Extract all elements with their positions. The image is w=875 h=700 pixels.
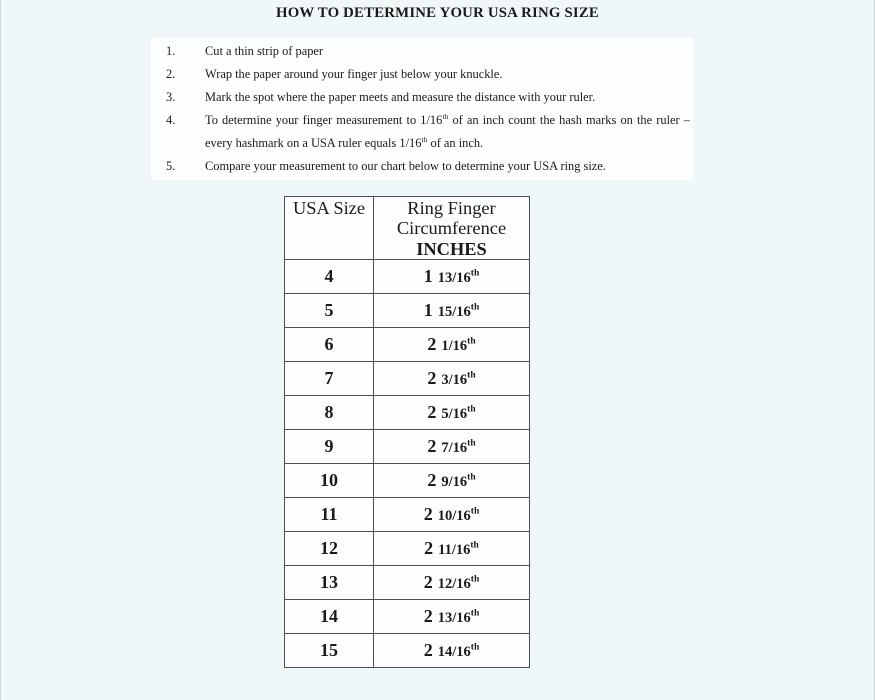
table-row	[285, 498, 530, 532]
circumference-whole: 2	[427, 402, 437, 423]
circumference-whole: 2	[423, 572, 433, 593]
circumference-cell	[374, 430, 530, 464]
circumference-whole: 2	[427, 470, 437, 491]
table-row	[285, 328, 530, 362]
instruction-text: Compare your measurement to our chart below to determine your USA ring size.	[205, 159, 606, 173]
circumference-fraction: 3/16	[441, 372, 468, 389]
circumference-ordinal: th	[470, 608, 480, 619]
circumference-whole: 2	[423, 504, 433, 525]
instruction-item	[151, 86, 693, 109]
circumference-fraction: 13/16	[437, 270, 471, 287]
instruction-text: Cut a thin strip of paper	[205, 44, 324, 58]
usa-size-cell: 8	[285, 396, 374, 430]
circumference-cell	[374, 396, 530, 430]
circumference-ordinal: th	[470, 540, 479, 551]
usa-size-cell: 9	[285, 430, 374, 464]
usa-size-cell: 10	[285, 464, 374, 498]
circumference-fraction: 9/16	[441, 474, 468, 491]
page-title: HOW TO DETERMINE YOUR USA RING SIZE	[275, 5, 599, 21]
header-circumference-units: INCHES	[416, 238, 487, 259]
usa-size-cell: 14	[285, 600, 374, 634]
circumference-cell	[374, 532, 530, 566]
instruction-text: Wrap the paper around your finger just below your knuckle.	[205, 67, 503, 81]
circumference-whole: 2	[427, 334, 437, 355]
instruction-item	[151, 109, 693, 155]
instruction-item	[151, 155, 693, 178]
circumference-fraction: 11/16	[438, 542, 471, 559]
circumference-whole: 2	[427, 436, 437, 457]
table-row	[285, 362, 530, 396]
usa-size-cell: 13	[285, 566, 374, 600]
circumference-cell	[374, 362, 530, 396]
usa-size-cell: 5	[285, 294, 374, 328]
circumference-ordinal: th	[470, 268, 480, 279]
circumference-cell	[374, 328, 530, 362]
circumference-cell	[374, 260, 530, 294]
instruction-item	[151, 63, 693, 86]
table-row	[285, 634, 530, 668]
circumference-whole: 2	[423, 640, 433, 661]
instruction-item	[151, 40, 693, 63]
instruction-number: 4.	[166, 113, 176, 127]
circumference-ordinal: th	[470, 642, 480, 653]
circumference-ordinal: th	[467, 370, 476, 381]
usa-size-cell: 6	[285, 328, 374, 362]
circumference-ordinal: th	[470, 506, 480, 517]
circumference-fraction: 12/16	[437, 576, 471, 593]
header-circumference-line1: Ring Finger	[407, 198, 496, 218]
circumference-fraction: 15/16	[437, 304, 471, 321]
circumference-ordinal: th	[467, 404, 476, 415]
circumference-fraction: 14/16	[437, 644, 471, 661]
circumference-ordinal: th	[467, 472, 476, 483]
usa-size-cell: 7	[285, 362, 374, 396]
circumference-ordinal: th	[467, 438, 476, 449]
circumference-fraction: 5/16	[441, 406, 468, 423]
table-row	[285, 396, 530, 430]
instruction-text: To determine your finger measurement to 1/16th of an inch count the hash marks on the ruler – every hashmark on a USA ruler equals 1/16th of an inch.	[205, 111, 690, 150]
instruction-text: Mark the spot where the paper meets and measure the distance with your ruler.	[205, 90, 596, 104]
circumference-cell	[374, 566, 530, 600]
circumference-whole: 2	[427, 368, 437, 389]
table-row	[285, 294, 530, 328]
circumference-cell	[374, 294, 530, 328]
header-circumference-line2: Circumference	[396, 218, 507, 239]
instruction-number: 1.	[166, 44, 176, 58]
instruction-number: 5.	[166, 159, 176, 173]
usa-size-cell: 12	[285, 532, 374, 566]
instruction-number: 3.	[166, 90, 176, 104]
circumference-cell	[374, 634, 530, 668]
circumference-cell	[374, 464, 530, 498]
table-row	[285, 566, 530, 600]
circumference-whole: 1	[423, 266, 433, 287]
circumference-ordinal: th	[470, 574, 480, 585]
table-row	[285, 532, 530, 566]
circumference-whole: 2	[424, 538, 434, 559]
usa-size-cell: 15	[285, 634, 374, 668]
usa-size-cell: 11	[285, 498, 374, 532]
circumference-whole: 2	[423, 606, 433, 627]
instruction-number: 2.	[166, 67, 176, 81]
circumference-ordinal: th	[470, 302, 480, 313]
circumference-fraction: 13/16	[437, 610, 471, 627]
table-row	[285, 430, 530, 464]
circumference-fraction: 10/16	[437, 508, 471, 525]
circumference-whole: 1	[423, 300, 433, 321]
table-row	[285, 600, 530, 634]
instructions-list	[151, 38, 693, 180]
circumference-fraction: 1/16	[441, 338, 468, 355]
table-row	[285, 464, 530, 498]
usa-size-cell: 4	[285, 260, 374, 294]
circumference-fraction: 7/16	[441, 440, 468, 457]
circumference-ordinal: th	[467, 336, 476, 347]
circumference-cell	[374, 600, 530, 634]
table-row	[285, 260, 530, 294]
circumference-cell	[374, 498, 530, 532]
header-usa-size: USA Size	[285, 197, 374, 260]
ring-size-table	[284, 196, 530, 668]
header-circumference	[374, 197, 530, 260]
table-header-row	[285, 197, 530, 260]
